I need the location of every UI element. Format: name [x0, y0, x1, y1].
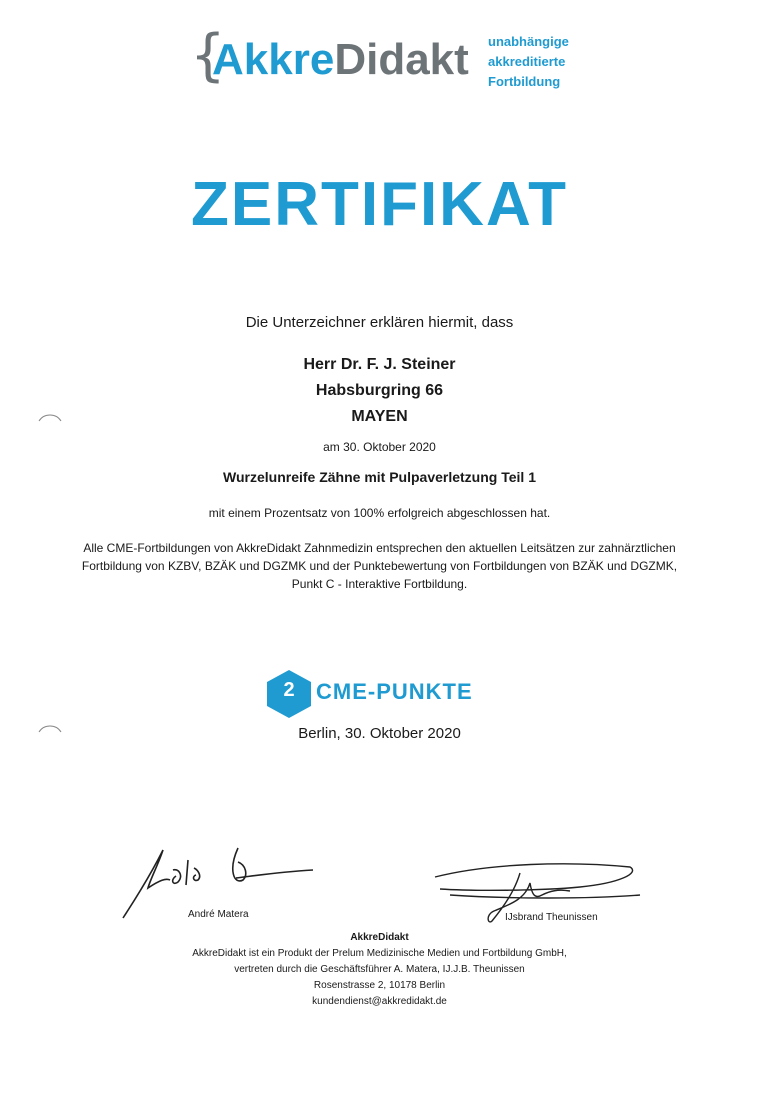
intro-text: Die Unterzeichner erklären hiermit, dass [245, 314, 514, 331]
akkredidakt-logo [190, 23, 590, 96]
logo-wordmark-akkre: Akkre [212, 35, 335, 84]
logo-wordmark [212, 36, 469, 84]
result-text: mit einem Prozentsatz von 100% erfolgreich abgeschlossen hat. [208, 506, 551, 520]
footer [0, 930, 759, 1010]
certificate-title: ZERTIFIKAT [190, 170, 568, 239]
cme-statement: Alle CME-Fortbildungen von AkkreDidakt Zahnmedizin entsprechen den aktuellen Leitsätzen zur zahnärztlichen Fortbildung von KZBV, BZÄK und DGZMK und der Punktebewertung von Fortbildungen von BZÄK und DGZMK, Punkt C - Interaktive Fortbildung. [81, 541, 678, 591]
recipient-block [0, 352, 759, 430]
footer-company: AkkreDidakt [350, 932, 409, 943]
logo-wordmark-didakt: Didakt [334, 35, 469, 84]
signer-name-left: André Matera [188, 909, 249, 920]
logo-tagline-line: unabhängige [488, 34, 569, 49]
footer-email: kundendienst@akkredidakt.de [312, 996, 447, 1007]
footer-line: vertreten durch die Geschäftsführer A. Matera, IJ.J.B. Theunissen [234, 964, 525, 975]
punch-mark-icon [38, 411, 62, 423]
completion-date: am 30. Oktober 2020 [323, 440, 436, 454]
signer-name-right: IJsbrand Theunissen [505, 912, 598, 923]
cme-points-badge [266, 669, 496, 719]
recipient-name: Herr Dr. F. J. Steiner [303, 356, 456, 373]
footer-address: Rosenstrasse 2, 10178 Berlin [313, 980, 446, 991]
footer-line: AkkreDidakt ist ein Produkt der Prelum Medizinische Medien und Fortbildung GmbH, [192, 948, 567, 959]
cme-points-number: 2 [283, 679, 295, 701]
logo-brace: { [190, 23, 226, 88]
recipient-street: Habsburgring 66 [315, 382, 444, 399]
recipient-city: MAYEN [351, 408, 408, 425]
cme-points-label: CME-PUNKTE [316, 679, 473, 704]
signature-left [118, 840, 318, 920]
logo-tagline-line: akkreditierte [488, 54, 566, 69]
logo-tagline [488, 32, 569, 92]
logo-tagline-line: Fortbildung [488, 74, 561, 89]
course-title: Wurzelunreife Zähne mit Pulpaverletzung Teil 1 [223, 469, 536, 485]
place-and-date: Berlin, 30. Oktober 2020 [298, 725, 461, 742]
punch-mark-icon [38, 722, 62, 734]
